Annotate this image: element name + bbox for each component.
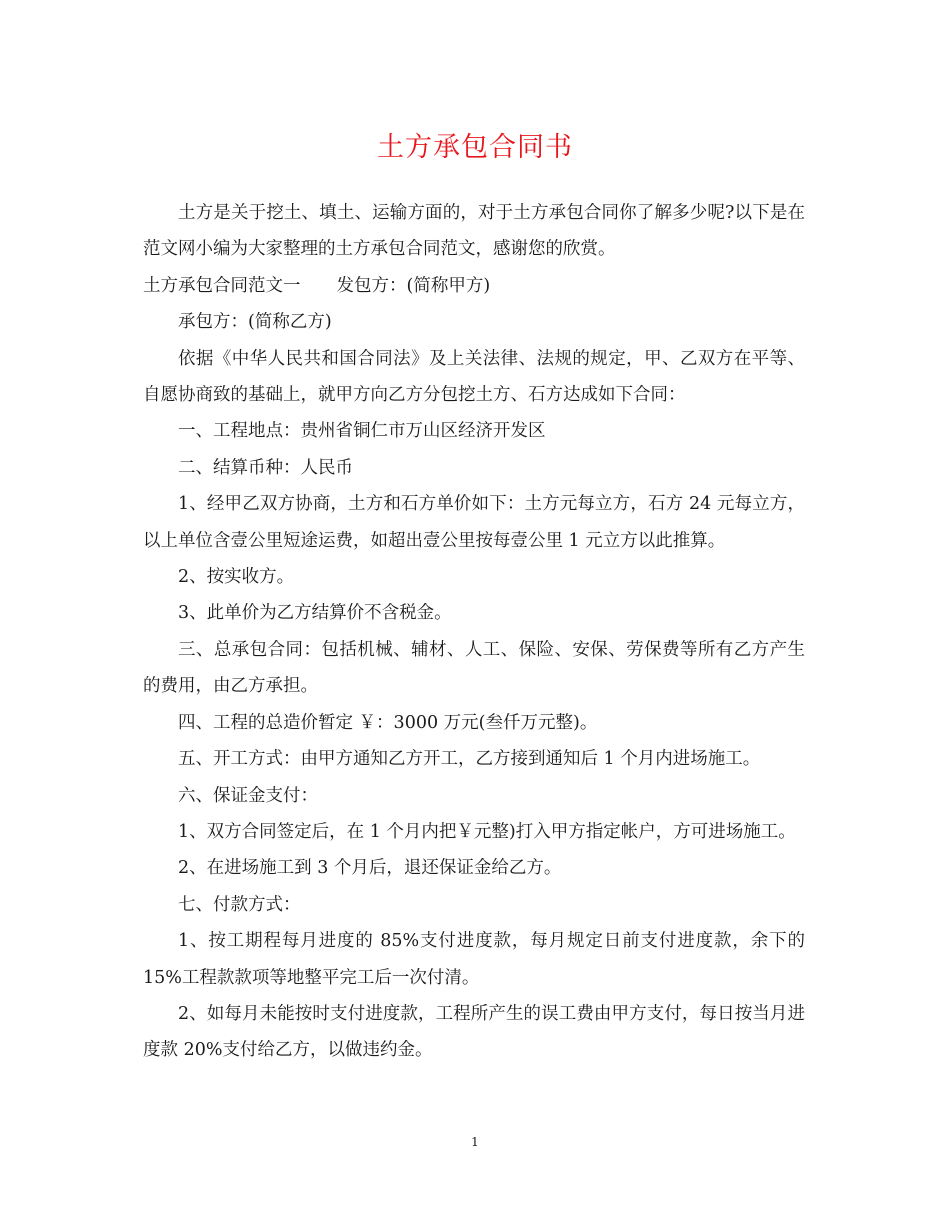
clause-measure: 2、按实收方。 <box>178 567 295 588</box>
party-b-line: 承包方：(简称乙方) <box>178 312 332 333</box>
clause-currency: 二、结算币种：人民币 <box>178 457 353 478</box>
section-heading: 土方承包合同范文一 <box>143 275 301 296</box>
clause-tax: 3、此单价为乙方结算价不含税金。 <box>178 603 452 624</box>
clause-deposit-1: 1、双方合同签定后，在 1 个月内把￥元整)打入甲方指定帐户，方可进场施工。 <box>178 821 796 842</box>
clause-total-cost: 四、工程的总造价暂定 ￥：3000 万元(叁仟万元整)。 <box>178 712 598 733</box>
clause-deposit: 六、保证金支付： <box>178 785 318 806</box>
basis-paragraph: 依据《中华人民共和国合同法》及上关法律、法规的规定，甲、乙双方在平等、自愿协商致的基础上，就甲方向乙方分包挖土方、石方达成如下合同： <box>143 348 805 406</box>
clause-payment-2: 2、如每月未能按时支付进度款，工程所产生的误工费由甲方支付，每日按当月进度款 20%支付给乙方，以做违约金。 <box>143 1003 805 1061</box>
clause-deposit-2: 2、在进场施工到 3 个月后，退还保证金给乙方。 <box>178 858 562 879</box>
document-body <box>143 195 805 1069</box>
page-number: 1 <box>471 1135 479 1149</box>
clause-payment: 七、付款方式： <box>178 894 301 915</box>
document-title: 土方承包合同书 <box>377 132 573 163</box>
clause-location: 一、工程地点：贵州省铜仁市万山区经济开发区 <box>178 421 546 442</box>
section-line <box>143 268 805 304</box>
intro-paragraph: 土方是关于挖土、填土、运输方面的，对于土方承包合同你了解多少呢?以下是在范文网小编为大家整理的土方承包合同范文，感谢您的欣赏。 <box>143 203 805 260</box>
party-a-line: 发包方：(简称甲方) <box>336 275 491 296</box>
clause-price: 1、经甲乙双方协商，土方和石方单价如下：土方元每立方，石方 24 元每立方，以上单位含壹公里短途运费，如超出壹公里按每壹公里 1 元立方以此推算。 <box>143 494 805 551</box>
clause-start-method: 五、开工方式：由甲方通知乙方开工，乙方接到通知后 1 个月内进场施工。 <box>178 749 761 770</box>
clause-payment-1: 1、按工期程每月进度的 85%支付进度款，每月规定日前支付进度款，余下的15%工程款款项等地整平完工后一次付清。 <box>143 931 805 988</box>
clause-general-contract: 三、总承包合同：包括机械、辅材、人工、保险、安保、劳保费等所有乙方产生的费用，由乙方承担。 <box>143 639 805 697</box>
